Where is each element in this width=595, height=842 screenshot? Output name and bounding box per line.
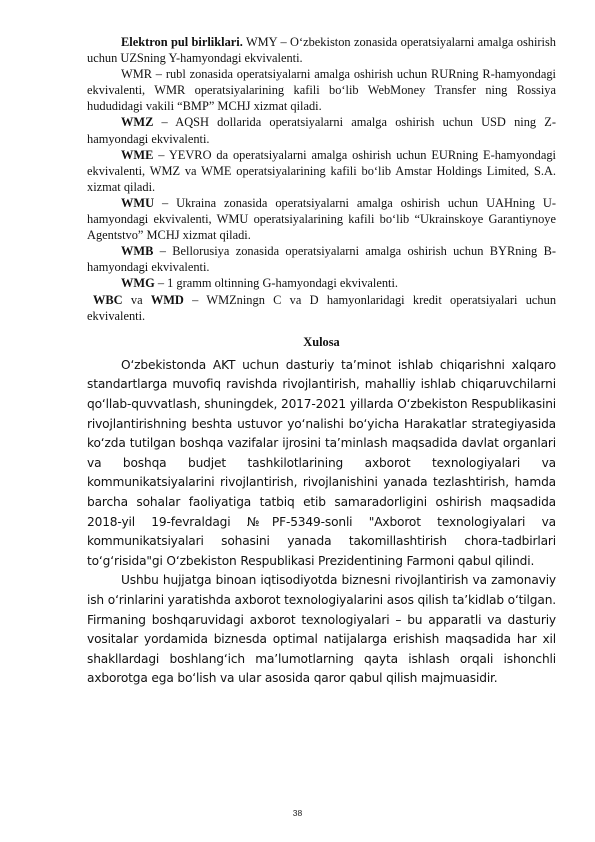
conclusion-body bbox=[87, 356, 556, 689]
conclusion-paragraph: Ushbu hujjatga binoan iqtisodiyotda biznesni rivojlantirish va zamonaviy ish o‘rinlarini yaratishda axborot texnologiyalarini asos qilish ta’kidlab o‘tilgan. Firmaning boshqaruvidagi axborot texnologiyalari – bu apparatli va dasturiy vositalar yordamida biznesda optimal natijalarga erishish maqsadida har xil shakllardagi boshlang‘ich ma’lumotlarning qayta ishlash orqali ishonchli axborotga ega bo‘lish va ular asosida qaror qabul qilish majmuasidir. bbox=[87, 573, 556, 686]
definition-term: Elektron pul birliklari. bbox=[121, 35, 243, 49]
document-page bbox=[87, 34, 556, 689]
definition-connector: va bbox=[122, 292, 151, 307]
definition-text: – WMZningn C va D hamyonlaridagi kredit operatsiyalari uchun ekvivalenti. bbox=[87, 292, 557, 323]
definition-term: WMG bbox=[121, 276, 155, 291]
definition-term: WMU bbox=[121, 195, 155, 210]
definition-term: WMD bbox=[150, 292, 184, 307]
definition-wmg bbox=[87, 275, 556, 291]
definition-term: WBC bbox=[93, 292, 123, 307]
conclusion-paragraph: O‘zbekistonda AKT uchun dasturiy ta’minot ishlab chiqarishni xalqaro standartlarga muvofiq ravishda rivojlantirish, mahalliy ishlab chiqaruvchilarni qo‘llab-quvvatlash, shuningdek, 2017-2021 yillarda O‘zbekiston Respublikasini rivojlantirishning beshta ustuvor yo‘nalishi bo‘yicha Harakatlar strategiyasida ko‘zda tutilgan boshqa vazifalar ijrosini ta’minlash maqsadida davlat organlari va boshqa budjet tashkilotlarining axborot texnologiyalari va kommunikatsiyalarini rivojlantirish, rivojlanishini yanada tezlashtirish, hamda barcha sohalar faoliyatiga tatbiq etib samaradorligini oshirish maqsadida 2018-yil 19-fevraldagi №PF-5349-sonli "Axborot texnologiyalari va kommunikatsiyalari sohasini yanada takomillashtirish chora-tadbirlari to‘g‘risida"gi O‘zbekiston Respublikasi Prezidentining Farmoni qabul qilindi. bbox=[87, 357, 556, 568]
definition-wmy bbox=[87, 34, 556, 66]
definition-wmb bbox=[87, 243, 556, 275]
definition-text: WMR – rubl zonasida operatsiyalarni amalga oshirish uchun RURning R-hamyondagi ekvivalenti, WMR operatsiyalarining kafili bo‘lib WebMoney Transfer ning Rossiya hududidagi vakili “BMP” MCHJ xizmat qiladi. bbox=[87, 67, 556, 114]
definition-text: – YEVRO da operatsiyalarni amalga oshirish uchun EURning E-hamyondagi ekvivalenti, WMZ va WME operatsiyalarining kafili bo‘lib Amstar Holdings Limited, S.A. xizmat qiladi. bbox=[87, 147, 556, 194]
definition-wbc-wmd bbox=[87, 292, 556, 324]
definition-term: WMZ bbox=[121, 115, 154, 130]
definition-text: – AQSH dollarida operatsiyalarni amalga oshirish uchun USD ning Z-hamyondagi ekvivalenti. bbox=[87, 115, 556, 146]
definition-text: – Ukraina zonasida operatsiyalarni amalga oshirish uchun UAHning U-hamyondagi ekvivalenti, WMU operatsiyalarining kafili bo‘lib “Ukrainskoye Garantiynoye Agentstvo” MCHJ xizmat qiladi. bbox=[87, 195, 556, 243]
conclusion-title: Xulosa bbox=[303, 334, 340, 349]
definition-text: – Bellorusiya zonasida operatsiyalarni amalga oshirish uchun BYRning B-hamyondagi ekvivalenti. bbox=[87, 244, 556, 275]
page-number: 38 bbox=[292, 808, 303, 818]
definition-term: WME bbox=[121, 147, 154, 162]
definition-term: WMB bbox=[121, 244, 154, 259]
definition-text: – 1 gramm oltinning G-hamyondagi ekvivalenti. bbox=[154, 276, 399, 291]
definition-wmz bbox=[87, 114, 556, 146]
definition-text: WMY – O‘zbekiston zonasida operatsiyalarni amalga oshirish uchun UZSning Y-hamyondagi ekvivalenti. bbox=[87, 35, 557, 66]
currency-definitions bbox=[87, 34, 556, 324]
definition-wmr bbox=[87, 66, 556, 114]
definition-wmu bbox=[87, 195, 556, 243]
definition-wme bbox=[87, 147, 556, 195]
